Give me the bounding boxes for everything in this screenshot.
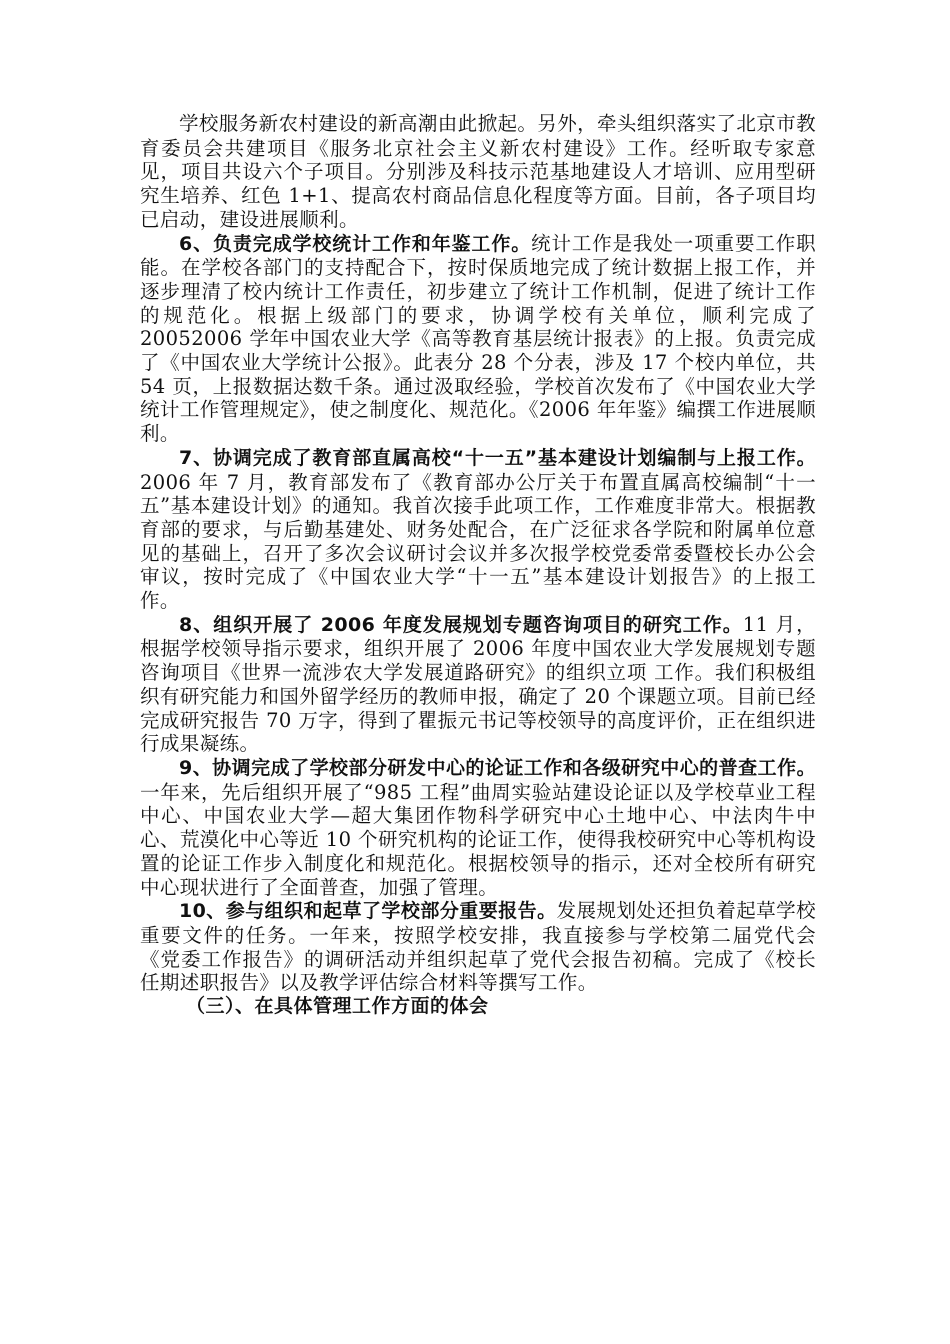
paragraph-item-9 [140,756,816,899]
paragraph-item-6 [140,232,816,446]
section-heading: （三）、在具体管理工作方面的体会 [186,995,489,1018]
paragraph-body: 11 月，根据学校领导指示要求，组织开展了 2006 年度中国农业大学发展规划专题咨询项目《世界一流涉农大学发展道路研究》的组织立项 工作。我们积极组织有研究能力和国外留学经历的教师申报，确定了 20 个课题立项。目前已经完成研究报告 70 万字，得到了瞿振元书记等校领导的高度评价，正在组织进行成果凝练。 [140,612,816,756]
paragraph-item-10 [140,899,816,995]
paragraph-intro [140,112,816,232]
paragraph-heading: 7、协调完成了教育部直属高校“十一五”基本建设计划编制与上报工作。 [179,446,816,469]
document-page [140,112,816,1019]
paragraph-body: 一年来，先后组织开展了“985 工程”曲周实验站建设论证以及学校草业工程中心、中国农业大学—超大集团作物科学研究中心土地中心、中法肉牛中心、荒漠化中心等近 10 个研究机构的论证工作，使得我校研究中心等机构设置的论证工作步入制度化和规范化。根据校领导的指示，还对全校所有研究中心现状进行了全面普查，加强了管理。 [140,780,816,899]
paragraph-body: 学校服务新农村建设的新高潮由此掀起。另外，牵头组织落实了北京市教育委员会共建项目《服务北京社会主义新农村建设》工作。经听取专家意见，项目共设六个子项目。分别涉及科技示范基地建设人才培训、应用型研究生培养、红色 1+1、提高农村商品信息化程度等方面。目前，各子项目均已启动，建设进展顺利。 [140,112,816,231]
paragraph-heading: 8、组织开展了 2006 年度发展规划专题咨询项目的研究工作。 [179,613,743,636]
paragraph-heading: 6、负责完成学校统计工作和年鉴工作。 [179,232,532,255]
paragraph-body: 统计工作是我处一项重要工作职能。在学校各部门的支持配合下，按时保质地完成了统计数据上报工作，并逐步理清了校内统计工作责任，初步建立了统计工作机制，促进了统计工作的规范化。根据上级部门的要求，协调学校有关单位，顺利完成了 20052006 学年中国农业大学《高等教育基层统计报表》的上报。负责完成了《中国农业大学统计公报》。此表分 28 个分表，涉及 17 个校内单位，共 54 页，上报数据达数千条。通过汲取经验，学校首次发布了《中国农业大学统计工作管理规定》，使之制度化、规范化。《2006 年年鉴》编撰工作进展顺利。 [140,231,817,446]
paragraph-heading: 10、参与组织和起草了学校部分重要报告。 [179,900,557,923]
paragraph-body: 发展规划处还担负着起草学校重要文件的任务。一年来，按照学校安排，我直接参与学校第二届党代会《党委工作报告》的调研活动并组织起草了党代会报告初稿。完成了《校长任期述职报告》以及教学评估综合材料等撰写工作。 [140,899,816,995]
paragraph-item-8 [140,613,816,756]
paragraph-body: 2006 年 7 月，教育部发布了《教育部办公厅关于布置直属高校编制“十一五”基本建设计划》的通知。我首次接手此项工作，工作难度非常大。根据教育部的要求，与后勤基建处、财务处配合，在广泛征求各学院和附属单位意见的基础上，召开了多次会议研讨会议并多次报学校党委常委暨校长办公会审议，按时完成了《中国农业大学“十一五”基本建设计划报告》的上报工作。 [140,470,816,613]
paragraph-heading: 9、协调完成了学校部分研发中心的论证工作和各级研究中心的普查工作。 [179,756,816,779]
paragraph-item-7 [140,446,816,613]
